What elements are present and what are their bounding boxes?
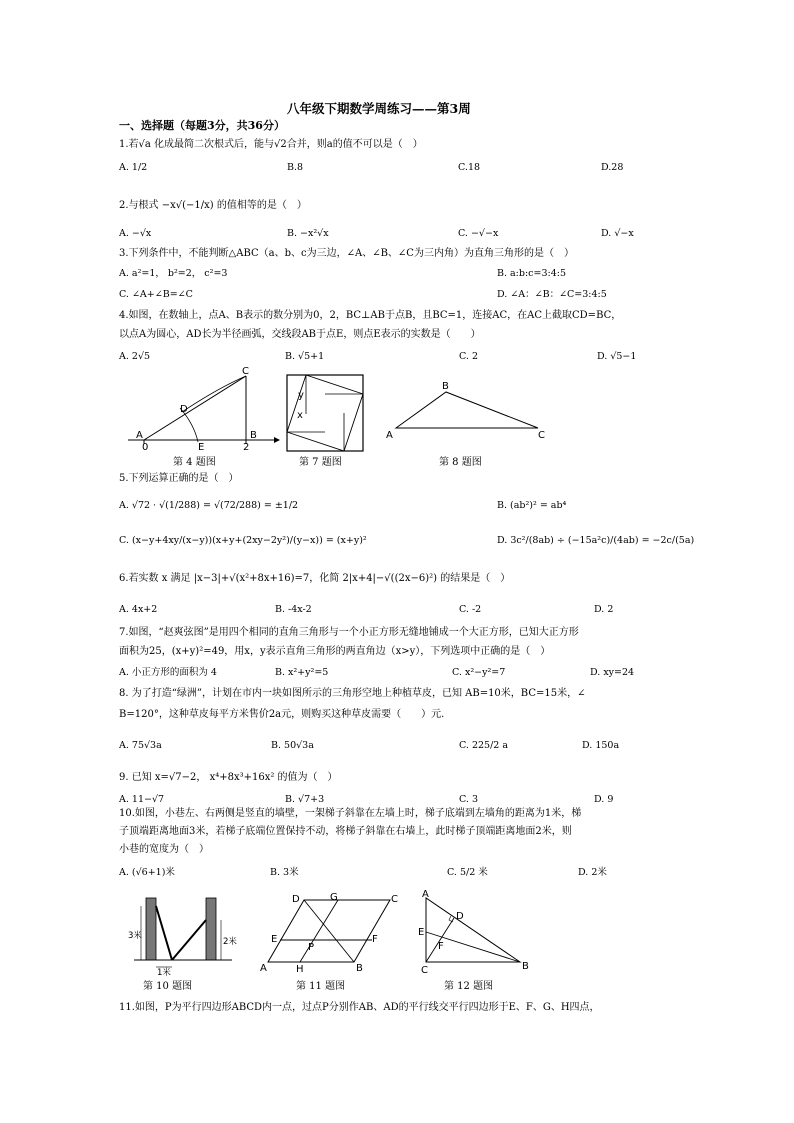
question-8-line-2: B=120°，这种草皮每平方米售价2a元，则购买这种草皮需要（ ）元. bbox=[119, 709, 445, 720]
question-3: 3.下列条件中，不能判断△ABC（a、b、c为三边，∠A、∠B、∠C为三内角）为直角三角形的是（ ） bbox=[119, 248, 574, 259]
q5-option-a: A. √72 · √(1/288) = √(72/288) = ±1/2 bbox=[119, 500, 299, 511]
fig4-label-a: A bbox=[136, 430, 143, 441]
figure-11 bbox=[258, 892, 403, 976]
q3-option-a: A. a²=1， b²=2， c²=3 bbox=[119, 268, 228, 279]
q10-option-c: C. 5/2 米 bbox=[447, 867, 488, 878]
q7-option-c: C. x²−y²=7 bbox=[452, 667, 506, 678]
fig11-label-b: B bbox=[356, 963, 363, 974]
question-10-line-3: 小巷的宽度为（ ） bbox=[119, 844, 209, 855]
q9-option-d: D. 9 bbox=[594, 794, 614, 805]
fig12-label-f: F bbox=[438, 941, 444, 952]
q3-option-c: C. ∠A+∠B=∠C bbox=[119, 289, 193, 300]
q6-option-a: A. 4x+2 bbox=[119, 604, 158, 615]
section-heading: 一、选择题（每题3分，共36分） bbox=[119, 119, 285, 132]
fig4-tick-2: 2 bbox=[243, 442, 250, 453]
q9-option-b: B. √7+3 bbox=[285, 794, 325, 805]
fig7-caption: 第 7 题图 bbox=[299, 457, 342, 468]
fig8-label-c: C bbox=[538, 430, 545, 441]
figure-4 bbox=[122, 368, 282, 454]
fig11-label-f: F bbox=[372, 934, 378, 945]
q1-option-d: D.28 bbox=[601, 162, 624, 173]
q5-option-c: C. (x−y+4xy/(x−y))(x+y+(2xy−2y²)/(y−x)) = (x+y)² bbox=[119, 535, 367, 546]
question-5: 5.下列运算正确的是（ ） bbox=[119, 473, 239, 484]
fig4-label-c: C bbox=[242, 366, 249, 377]
q7-option-b: B. x²+y²=5 bbox=[275, 667, 329, 678]
question-1: 1.若√a 化成最简二次根式后，能与√2合并，则a的值不可以是（ ） bbox=[119, 139, 423, 150]
fig11-label-d: D bbox=[292, 894, 300, 905]
q1-option-b: B.8 bbox=[287, 162, 304, 173]
q9-option-c: C. 3 bbox=[459, 794, 479, 805]
q6-option-d: D. 2 bbox=[594, 604, 614, 615]
fig10-label-1m: 1米 bbox=[157, 968, 171, 978]
fig11-label-c: C bbox=[391, 894, 398, 905]
fig12-label-e: E bbox=[418, 927, 425, 938]
q9-option-a: A. 11−√7 bbox=[119, 794, 165, 805]
q4-option-d: D. √5−1 bbox=[597, 351, 637, 362]
fig11-label-e: E bbox=[271, 934, 278, 945]
fig4-label-b: B bbox=[250, 430, 257, 441]
fig12-caption: 第 12 题图 bbox=[444, 981, 494, 992]
figure-12 bbox=[418, 889, 536, 976]
question-10-line-2: 子顶端距离地面3米，若梯子底端位置保持不动，将梯子斜靠在右墙上，此时梯子顶端距离地面2米，则 bbox=[119, 826, 572, 837]
figure-8 bbox=[384, 380, 554, 442]
question-11: 11.如图，P为平行四边形ABCD内一点，过点P分别作AB、AD的平行线交平行四边形于E、F、G、H四点， bbox=[119, 1002, 600, 1013]
figure-7 bbox=[286, 374, 366, 454]
fig10-caption: 第 10 题图 bbox=[143, 981, 193, 992]
q7-option-d: D. xy=24 bbox=[590, 667, 635, 678]
q6-option-c: C. -2 bbox=[459, 604, 482, 615]
question-7-line-2: 面积为25，(x+y)²=49，用x，y表示直角三角形的两直角边（x>y），下列选项中正确的是（ ） bbox=[119, 646, 551, 657]
q2-option-d: D. √−x bbox=[601, 228, 634, 239]
q10-option-a: A. (√6+1)米 bbox=[119, 867, 175, 878]
fig12-label-d: D bbox=[456, 911, 464, 922]
q2-option-b: B. −x²√x bbox=[287, 228, 329, 239]
fig4-tick-0: 0 bbox=[142, 442, 149, 453]
q2-option-c: C. −√−x bbox=[458, 228, 499, 239]
q10-option-b: B. 3米 bbox=[270, 867, 299, 878]
fig10-label-3m: 3米 bbox=[128, 931, 142, 941]
q4-option-c: C. 2 bbox=[459, 351, 479, 362]
fig11-label-g: G bbox=[330, 892, 338, 903]
question-9: 9. 已知 x=√7−2， x⁴+8x³+16x² 的值为（ ） bbox=[119, 772, 338, 783]
q8-option-b: B. 50√3a bbox=[271, 740, 314, 751]
fig7-label-y: y bbox=[298, 390, 304, 401]
question-2: 2.与根式 −x√(−1/x) 的值相等的是（ ） bbox=[119, 200, 307, 211]
q4-option-b: B. √5+1 bbox=[285, 351, 325, 362]
q10-option-d: D. 2米 bbox=[578, 867, 607, 878]
q8-option-a: A. 75√3a bbox=[119, 740, 162, 751]
q7-option-a: A. 小正方形的面积为 4 bbox=[119, 667, 217, 678]
q5-option-b: B. (ab²)² = ab⁴ bbox=[497, 500, 567, 511]
fig8-label-b: B bbox=[442, 381, 449, 392]
question-4-line-2: 以点A为圆心，AD长为半径画弧，交线段AB于点E，则点E表示的实数是（ ） bbox=[119, 329, 481, 340]
fig7-label-x: x bbox=[297, 410, 303, 421]
q5-option-d: D. 3c²/(8ab) ÷ (−15a²c)/(4ab) = −2c/(5a) bbox=[497, 535, 695, 546]
fig4-label-e: E bbox=[198, 442, 205, 453]
fig12-label-b: B bbox=[522, 961, 529, 972]
q1-option-c: C.18 bbox=[458, 162, 481, 173]
q2-option-a: A. −√x bbox=[119, 228, 152, 239]
q8-option-d: D. 150a bbox=[582, 740, 620, 751]
fig4-caption: 第 4 题图 bbox=[173, 457, 216, 468]
page-title: 八年级下期数学周练习——第3周 bbox=[287, 101, 471, 116]
fig12-label-a: A bbox=[422, 889, 429, 900]
fig11-label-p: P bbox=[308, 942, 315, 953]
fig11-label-h: H bbox=[296, 964, 304, 975]
fig10-label-2m: 2米 bbox=[223, 937, 237, 947]
figure-10 bbox=[128, 892, 243, 978]
fig8-label-a: A bbox=[386, 430, 393, 441]
q4-option-a: A. 2√5 bbox=[119, 351, 151, 362]
q1-option-a: A. 1/2 bbox=[119, 162, 148, 173]
q6-option-b: B. -4x-2 bbox=[275, 604, 312, 615]
fig4-label-d: D bbox=[180, 404, 188, 415]
fig12-label-c: C bbox=[421, 965, 428, 976]
question-10-line-1: 10.如图，小巷左、右两侧是竖直的墙壁，一架梯子斜靠在左墙上时，梯子底端到左墙角的距离为1米，梯 bbox=[119, 808, 582, 819]
fig11-caption: 第 11 题图 bbox=[296, 981, 346, 992]
q3-option-b: B. a:b:c=3:4:5 bbox=[497, 268, 566, 279]
question-6: 6.若实数 x 满足 |x−3|+√(x²+8x+16)=7，化简 2|x+4|−√((2x−6)²) 的结果是（ ） bbox=[119, 573, 511, 584]
question-8-line-1: 8. 为了打造“绿洲”，计划在市内一块如图所示的三角形空地上种植草皮，已知 AB=10米，BC=15米，∠ bbox=[119, 688, 586, 699]
fig11-label-a: A bbox=[260, 963, 267, 974]
question-4-line-1: 4.如图，在数轴上，点A、B表示的数分别为0，2，BC⊥AB于点B，且BC=1，连接AC，在AC上截取CD=BC， bbox=[119, 310, 622, 321]
question-7-line-1: 7.如图，“赵爽弦图”是用四个相同的直角三角形与一个小正方形无缝地铺成一个大正方形，已知大正方形 bbox=[119, 627, 579, 638]
q8-option-c: C. 225/2 a bbox=[459, 740, 509, 751]
q3-option-d: D. ∠A：∠B：∠C=3:4:5 bbox=[497, 289, 607, 300]
fig8-caption: 第 8 题图 bbox=[439, 457, 482, 468]
